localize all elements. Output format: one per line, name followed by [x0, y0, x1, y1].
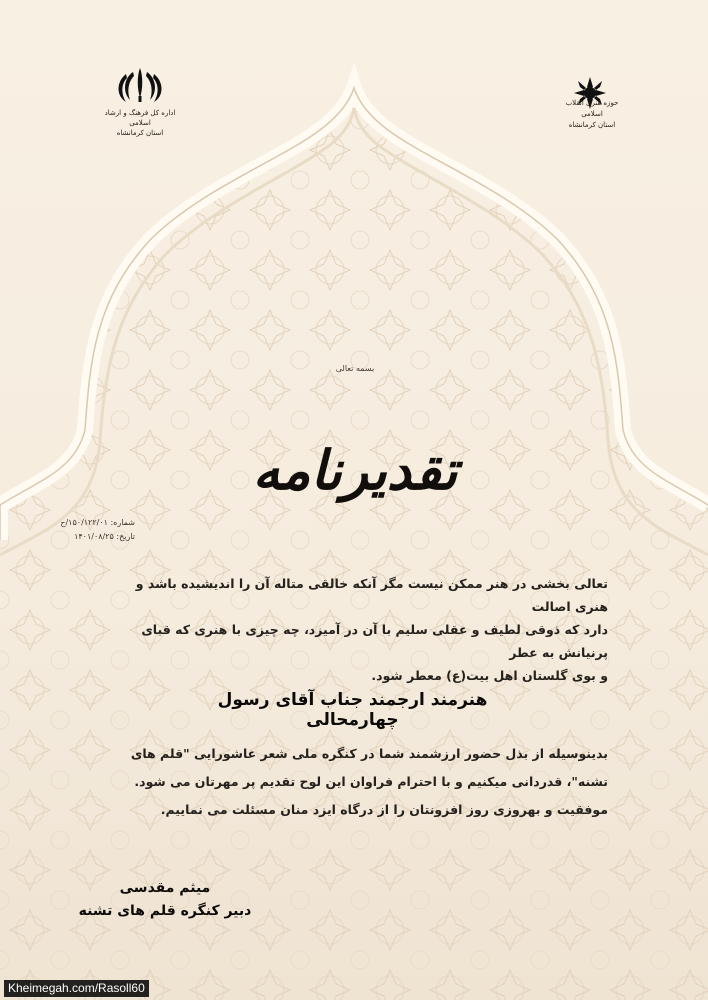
right-org-line1: حوزه هنری انقلاب اسلامی — [565, 99, 619, 118]
right-org-line2: استان کرمانشاه — [568, 121, 616, 129]
honoree-name: هنرمند ارجمند جناب آقای رسول چهارمحالی — [217, 690, 488, 730]
left-org-line1: اداره کل فرهنگ و ارشاد اسلامی — [104, 109, 176, 127]
signer-name: میثم مقدسی — [119, 880, 211, 896]
left-org-line2: استان کرمانشاه — [116, 129, 164, 137]
body-line: موفقیت و بهروزی روز افزونتان را از درگاه ایزد منان مسئلت می نماییم. — [160, 802, 608, 817]
reference-block — [30, 516, 135, 544]
body-paragraph — [128, 740, 608, 824]
intro-line: تعالی بخشی در هنر ممکن نیست مگر آنکه خالقی متاله آن را اندیشیده باشد و هنری اصالت — [135, 576, 608, 614]
watermark-label: Kheimegah.com/Rasoll60 — [4, 980, 149, 997]
signer-role: دبیر کنگره قلم های تشنه — [78, 903, 252, 919]
intro-line: و بوی گلستان اهل بیت(ع) معطر شود. — [371, 668, 608, 683]
certificate-title: تقدیرنامه — [252, 438, 458, 502]
left-org-label — [98, 108, 182, 138]
right-org-label — [562, 98, 622, 131]
basmala: بسمه تعالی — [335, 364, 375, 373]
body-line: تشنه"، قدردانی میکنیم و با احترام فراوان این لوح تقدیم پر مهرتان می شود. — [134, 774, 608, 789]
reference-date: تاریخ: ۱۴۰۱/۰۸/۲۵ — [74, 532, 135, 541]
intro-line: دارد که ذوقی لطیف و عقلی سلیم با آن در آمیزد، چه چیزی با هنری که قبای پرنیانش به عطر — [141, 622, 608, 660]
reference-number: شماره: ۱۵۰/۱۲۲/۰۱/ح — [60, 518, 135, 527]
intro-paragraph — [128, 572, 608, 687]
body-line: بدینوسیله از بذل حضور ارزشمند شما در کنگره ملی شعر عاشورایی "قلم های — [130, 746, 608, 761]
